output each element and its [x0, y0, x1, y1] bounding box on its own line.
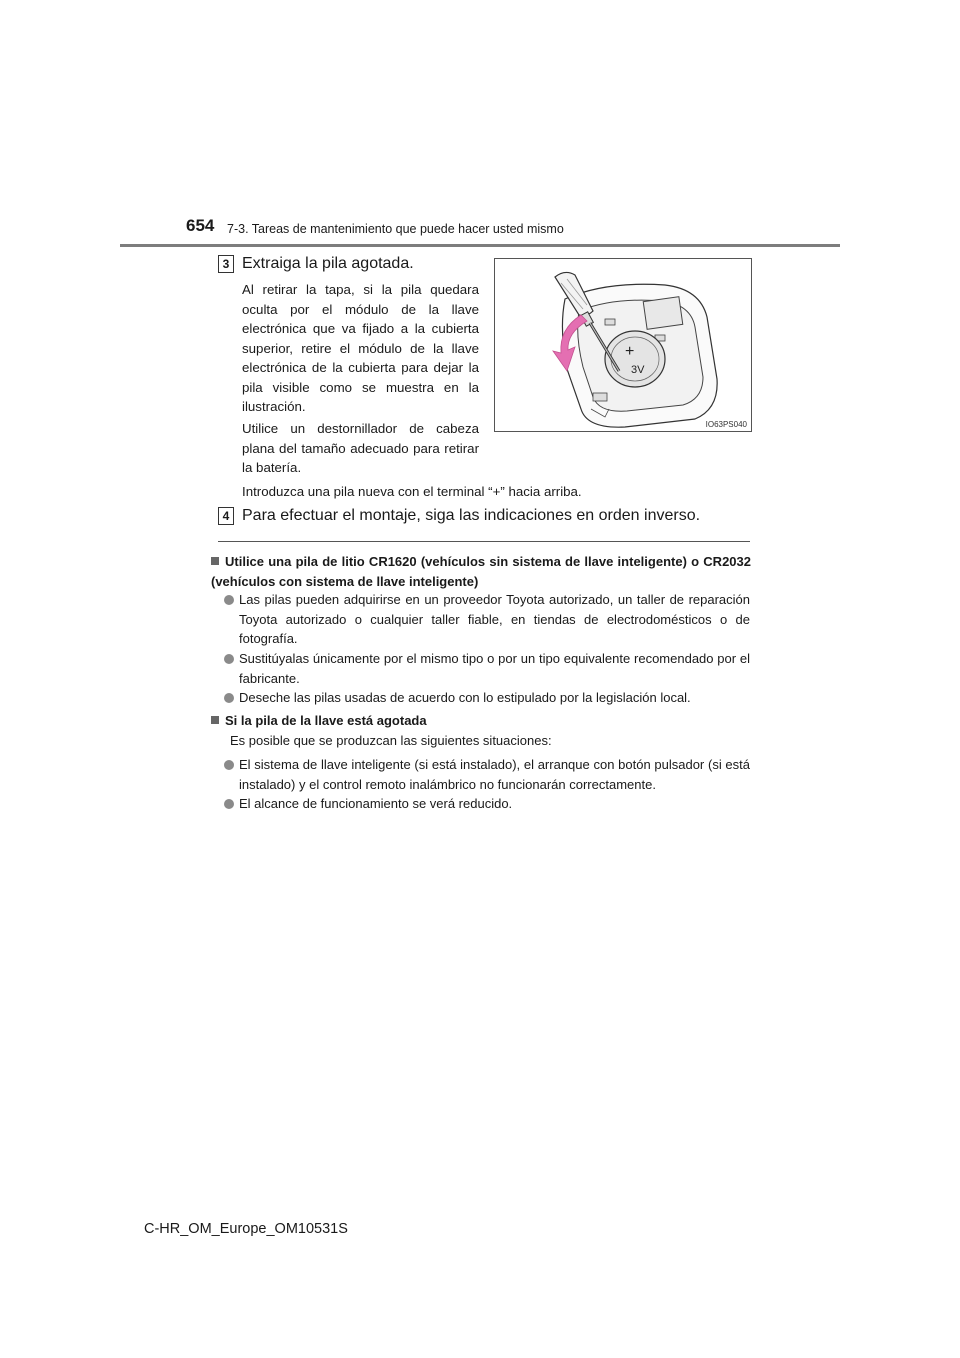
circle-bullet-icon — [224, 760, 234, 770]
note-heading-battery-depleted: Si la pila de la llave está agotada — [211, 711, 751, 731]
square-bullet-icon — [211, 716, 219, 724]
step-3-title: Extraiga la pila agotada. — [242, 255, 414, 272]
coin-battery — [605, 331, 665, 387]
circle-bullet-icon — [224, 693, 234, 703]
list-item: Las pilas pueden adquirirse en un proveedor Toyota autorizado, un taller de reparación Toyota autorizado o cualquier taller fiable, en tiendas de electrodomésticos o de fotografía. — [224, 590, 750, 649]
note-intro-text: Es posible que se produzcan las siguientes situaciones: — [230, 733, 552, 748]
list-item: El sistema de llave inteligente (si está instalado), el arranque con botón pulsador (si está instalado) y el control remoto inalámbrico no funcionarán correctamente. — [224, 755, 750, 794]
step-3-badge: 3 — [218, 255, 234, 273]
step-3-paragraph-2: Utilice un destornillador de cabeza plana del tamaño adecuado para retirar la batería. — [242, 421, 479, 475]
step-4-title: Para efectuar el montaje, siga las indicaciones en orden inverso. — [242, 507, 701, 524]
battery-removal-illustration — [494, 258, 752, 432]
square-bullet-icon — [211, 557, 219, 565]
step-4-badge: 4 — [218, 507, 234, 525]
list-item: El alcance de funcionamiento se verá reducido. — [224, 794, 750, 814]
circle-bullet-icon — [224, 654, 234, 664]
list-item: Deseche las pilas usadas de acuerdo con lo estipulado por la legislación local. — [224, 688, 750, 708]
key-battery-drawing — [495, 259, 751, 431]
battery-plus-label: + — [625, 343, 635, 360]
figure-code: IO63PS040 — [705, 420, 747, 429]
section-title: 7-3. Tareas de mantenimiento que puede hacer usted mismo — [227, 222, 564, 236]
section-divider — [218, 541, 750, 542]
page-number: 654 — [186, 216, 215, 235]
battery-voltage-label: 3V — [631, 364, 645, 376]
note-heading-battery-type: Utilice una pila de litio CR1620 (vehículos sin sistema de llave inteligente) o CR2032 (vehículos con sistema de llave inteligente) — [211, 554, 751, 589]
header-divider — [120, 244, 840, 247]
circle-bullet-icon — [224, 799, 234, 809]
list-item: Sustitúyalas únicamente por el mismo tipo o por un tipo equivalente recomendado por el fabricante. — [224, 649, 750, 688]
step-3-paragraph-1: Al retirar la tapa, si la pila quedara oculta por el módulo de la llave electrónica que va fijado a la cubierta superior, retire el módulo de la llave electrónica de la cubierta para dejar la pila visible como se muestra en la ilustración. — [242, 282, 479, 414]
step-3-paragraph-3: Introduzca una pila nueva con el terminal “+” hacia arriba. — [242, 484, 582, 499]
footer-document-code: C-HR_OM_Europe_OM10531S — [144, 1221, 348, 1237]
circle-bullet-icon — [224, 595, 234, 605]
